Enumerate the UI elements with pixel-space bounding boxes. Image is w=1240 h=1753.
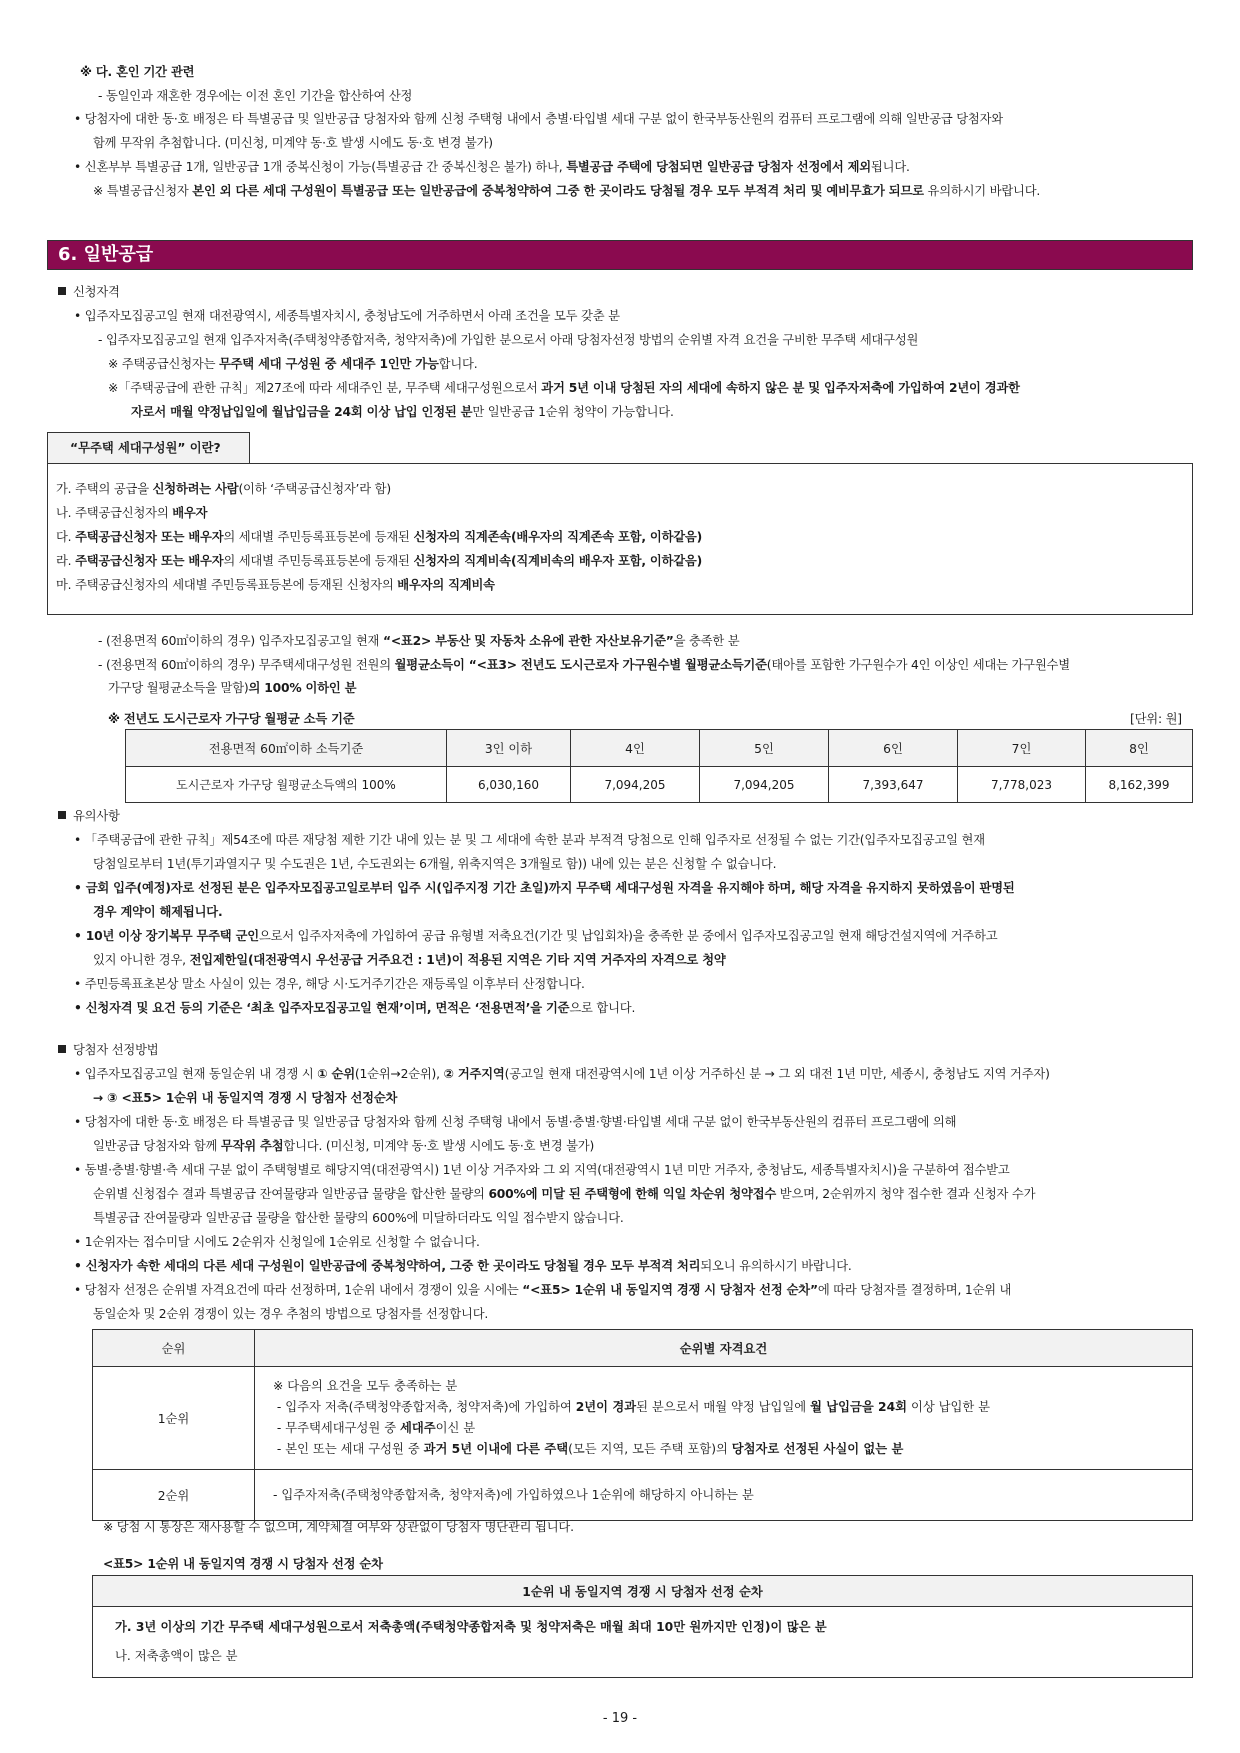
income-table: [125, 729, 1193, 803]
section-title: 6. 일반공급: [58, 244, 154, 265]
definition-item: 라. 주택공급신청자 또는 배우자의 세대별 주민등록표등본에 등재된 신청자의 직계비속(직계비속의 배우자 포함, 이하같음): [56, 554, 703, 568]
order-line: 가. 3년 이상의 기간 무주택 세대구성원으로서 저축총액(주택청약종합저축 및 청약저축은 매월 최대 10만 원까지만 인정)이 많은 분: [115, 1620, 827, 1634]
rank-line: - 본인 또는 세대 구성원 중 과거 5년 이내에 다른 주택(모든 지역, 모든 주택 포함)의 당첨자로 선정된 사실이 없는 분: [276, 1442, 904, 1456]
square-bullet-icon: [58, 811, 66, 819]
square-bullet-icon: [58, 1045, 66, 1053]
marriage-title: ※ 다. 혼인 기간 관련: [80, 65, 195, 79]
rank-line: - 입주자 저축(주택청약종합저축, 청약저축)에 가입하여 2년이 경과된 분으로서 매월 약정 납입일에 월 납입금을 24회 이상 납입한 분: [276, 1400, 991, 1414]
table-cell: 7,778,023: [958, 767, 1086, 803]
rank-table-header-row: [93, 1330, 1193, 1367]
table-cell: 7,393,647: [829, 767, 958, 803]
table-cell: 7,094,205: [700, 767, 829, 803]
table-cell: 8,162,399: [1086, 767, 1193, 803]
note-line: • 「주택공급에 관한 규칙」제54조에 따른 재당첨 제한 기간 내에 있는 분 및 그 세대에 속한 분과 부적격 당첨으로 인해 입주자로 선정될 수 없는 기간(입주자모집공고일 현재: [74, 833, 985, 847]
table-cell: 7,094,205: [571, 767, 700, 803]
qualification-line-2: - 입주자모집공고일 현재 입주자저축(주택청약종합저축, 청약저축)에 가입한 분으로서 아래 당첨자선정 방법의 순위별 자격 요건을 구비한 무주택 세대구성원: [98, 333, 919, 347]
lottery-line-2: 함께 무작위 추첨합니다. (미신청, 미계약 동·호 발생 시에도 동·호 변경 불가): [93, 136, 493, 150]
table-row: [93, 1607, 1193, 1678]
income-table-header: 7인: [958, 730, 1086, 767]
order-table-header-row: [93, 1576, 1193, 1607]
income-table-header: 6인: [829, 730, 958, 767]
note-line: • 10년 이상 장기복무 무주택 군인으로서 입주자저축에 가입하여 공급 유형별 저축요건(기간 및 납입회차)을 충족한 분 중에서 입주자모집공고일 현재 해당건설지역에 거주하고: [74, 929, 998, 943]
order-table: [92, 1575, 1193, 1678]
rank-label: 1순위: [93, 1367, 255, 1470]
income-table-unit: [단위: 원]: [1130, 712, 1182, 726]
duplicate-warning: ※ 특별공급신청자 본인 외 다른 세대 구성원이 특별공급 또는 일반공급에 중복청약하여 그중 한 곳이라도 당첨될 경우 모두 부적격 처리 및 예비무효가 되므로 유의하시기 바랍니다.: [93, 184, 1041, 198]
selection-line: • 입주자모집공고일 현재 동일순위 내 경쟁 시 ① 순위(1순위→2순위), ② 거주지역(공고일 현재 대전광역시에 1년 이상 거주하신 분 → 그 외 대전 1년 미만, 세종시, 충청남도 지역 거주자): [74, 1067, 1050, 1081]
note-line: • 금회 입주(예정)자로 선정된 분은 입주자모집공고일로부터 입주 시(입주지정 기간 초일)까지 무주택 세대구성원 자격을 유지해야 하며, 해당 자격을 유지하지 못하였음이 판명된: [74, 881, 1015, 895]
qualification-line-4: ※「주택공급에 관한 규칙」제27조에 따라 세대주인 분, 무주택 세대구성원으로서 과거 5년 이내 당첨된 자의 세대에 속하지 않은 분 및 입주자저축에 가입하여 2년이 경과한: [108, 381, 1020, 395]
order-table-body: [93, 1607, 1193, 1678]
income-table-header: 8인: [1086, 730, 1193, 767]
selection-line: 동일순차 및 2순위 경쟁이 있는 경우 추첨의 방법으로 당첨자를 선정합니다.: [93, 1307, 489, 1321]
newlywed-line: • 신혼부부 특별공급 1개, 일반공급 1개 중복신청이 가능(특별공급 간 중복신청은 불가) 하나, 특별공급 주택에 당첨되면 일반공급 당첨자 선정에서 제외됩니다.: [74, 160, 910, 174]
selection-line: • 1순위자는 접수미달 시에도 2순위자 신청일에 1순위로 신청할 수 없습니다.: [74, 1235, 480, 1249]
rank-footnote: ※ 당첨 시 통장은 재사용할 수 없으며, 계약체결 여부와 상관없이 당첨자 명단관리 됩니다.: [103, 1520, 574, 1534]
qualification-heading: 신청자격: [58, 283, 120, 301]
note-line: 있지 아니한 경우, 전입제한일(대전광역시 우선공급 거주요건 : 1년)이 적용된 지역은 기타 지역 거주자의 자격으로 청약: [93, 953, 726, 967]
note-line: 경우 계약이 해제됩니다.: [93, 905, 223, 919]
note-line: • 신청자격 및 요건 등의 기준은 ‘최초 입주자모집공고일 현재’이며, 면적은 ‘전용면적’을 기준으로 합니다.: [74, 1001, 636, 1015]
note-line: • 주민등록표초본상 말소 사실이 있는 경우, 해당 시·도거주기간은 재등록일 이후부터 산정합니다.: [74, 977, 585, 991]
income-table-header-row: [126, 730, 1193, 767]
selection-line: • 신청자가 속한 세대의 다른 세대 구성원이 일반공급에 중복청약하여, 그중 한 곳이라도 당첨될 경우 모두 부적격 처리되오니 유의하시기 바랍니다.: [74, 1259, 852, 1273]
qualification-line-5: 자로서 매월 약정납입일에 월납입금을 24회 이상 납입 인정된 분만 일반공급 1순위 청약이 가능합니다.: [131, 405, 674, 419]
lottery-line-1: • 당첨자에 대한 동·호 배정은 타 특별공급 및 일반공급 당첨자와 함께 신청 주택형 내에서 층별·타입별 세대 구분 없이 한국부동산원의 컴퓨터 프로그램에 의해 일반공급 당첨자와: [74, 112, 1003, 126]
definition-item: 나. 주택공급신청자의 배우자: [56, 506, 208, 520]
income-table-header: 5인: [700, 730, 829, 767]
selection-heading: 당첨자 선정방법: [58, 1041, 158, 1059]
order-table-caption: <표5> 1순위 내 동일지역 경쟁 시 당첨자 선정 순차: [103, 1557, 383, 1571]
marriage-line: - 동일인과 재혼한 경우에는 이전 혼인 기간을 합산하여 산정: [98, 89, 413, 103]
income-criteria-line-2: 가구당 월평균소득을 말함)의 100% 이하인 분: [108, 681, 357, 695]
table-row: [126, 767, 1193, 803]
selection-line: 특별공급 잔여물량과 일반공급 물량을 합산한 물량의 600%에 미달하더라도 익일 접수받지 않습니다.: [93, 1211, 624, 1225]
selection-line: 순위별 신청접수 결과 특별공급 잔여물량과 일반공급 물량을 합산한 물량의 600%에 미달 된 주택형에 한해 익일 차순위 청약접수 받으며, 2순위까지 청약 접수한 결과 신청자 수가: [93, 1187, 1036, 1201]
rank-line: - 입주자저축(주택청약종합저축, 청약저축)에 가입하였으나 1순위에 해당하지 아니하는 분: [273, 1487, 754, 1502]
asset-criteria-line: - (전용면적 60㎡이하의 경우) 입주자모집공고일 현재 “<표2> 부동산 및 자동차 소유에 관한 자산보유기준”을 충족한 분: [98, 634, 740, 648]
page-number: - 19 -: [602, 1711, 638, 1726]
rank-table-header: 순위: [93, 1330, 255, 1367]
definition-item: 마. 주택공급신청자의 세대별 주민등록표등본에 등재된 신청자의 배우자의 직계비속: [56, 578, 495, 592]
definition-box-title: “무주택 세대구성원” 이란?: [47, 432, 250, 464]
rank-requirements: [255, 1470, 1193, 1521]
selection-line: • 당첨자 선정은 순위별 자격요건에 따라 선정하며, 1순위 내에서 경쟁이 있을 시에는 “<표5> 1순위 내 동일지역 경쟁 시 당첨자 선정 순차”에 따라 당첨자를 결정하며, 1순위 내: [74, 1283, 1012, 1297]
rank-requirements-table: [92, 1329, 1193, 1521]
table-cell: 도시근로자 가구당 월평균소득액의 100%: [126, 767, 447, 803]
income-table-header: 4인: [571, 730, 700, 767]
qualification-line-3: ※ 주택공급신청자는 무주택 세대 구성원 중 세대주 1인만 가능합니다.: [108, 357, 478, 371]
table-row: [93, 1470, 1193, 1521]
rank-table-header: 순위별 자격요건: [255, 1330, 1193, 1367]
income-table-header: 전용면적 60㎡이하 소득기준: [126, 730, 447, 767]
selection-line: → ③ <표5> 1순위 내 동일지역 경쟁 시 당첨자 선정순차: [93, 1091, 398, 1105]
note-line: 당첨일로부터 1년(투기과열지구 및 수도권은 1년, 수도권외는 6개월, 위축지역은 3개월로 함)) 내에 있는 분은 신청할 수 없습니다.: [93, 857, 777, 871]
order-line: 나. 저축총액이 많은 분: [115, 1649, 238, 1663]
qualification-line-1: • 입주자모집공고일 현재 대전광역시, 세종특별자치시, 충청남도에 거주하면서 아래 조건을 모두 갖춘 분: [74, 309, 620, 323]
rank-label: 2순위: [93, 1470, 255, 1521]
definition-item: 가. 주택의 공급을 신청하려는 사람(이하 ‘주택공급신청자’라 함): [56, 482, 391, 496]
rank-requirements: [255, 1367, 1193, 1470]
rank-line: - 무주택세대구성원 중 세대주이신 분: [276, 1421, 476, 1435]
notes-heading: 유의사항: [58, 807, 120, 825]
table-cell: 6,030,160: [447, 767, 571, 803]
rank-line: ※ 다음의 요건을 모두 충족하는 분: [273, 1379, 458, 1393]
income-table-title: ※ 전년도 도시근로자 가구당 월평균 소득 기준: [108, 712, 355, 726]
square-bullet-icon: [58, 287, 66, 295]
income-criteria-line: - (전용면적 60㎡이하의 경우) 무주택세대구성원 전원의 월평균소득이 “<표3> 전년도 도시근로자 가구원수별 월평균소득기준(태아를 포함한 가구원수가 4인 이상인 세대는 가구원수별: [98, 658, 1070, 672]
selection-line: • 동별·층별·향별·측 세대 구분 없이 주택형별로 해당지역(대전광역시) 1년 이상 거주자와 그 외 지역(대전광역시 1년 미만 거주자, 충청남도, 세종특별자치시)을 구분하여 접수받고: [74, 1163, 1010, 1177]
selection-line: 일반공급 당첨자와 함께 무작위 추첨합니다. (미신청, 미계약 동·호 발생 시에도 동·호 변경 불가): [93, 1139, 595, 1153]
order-table-header: 1순위 내 동일지역 경쟁 시 당첨자 선정 순차: [93, 1576, 1193, 1607]
table-row: [93, 1367, 1193, 1470]
section-title-bar: [47, 240, 1193, 270]
definition-item: 다. 주택공급신청자 또는 배우자의 세대별 주민등록표등본에 등재된 신청자의 직계존속(배우자의 직계존속 포함, 이하같음): [56, 530, 703, 544]
selection-line: • 당첨자에 대한 동·호 배정은 타 특별공급 및 일반공급 당첨자와 함께 신청 주택형 내에서 동별·층별·향별·타입별 세대 구분 없이 한국부동산원의 컴퓨터 프로그램에 의해: [74, 1115, 957, 1129]
income-table-header: 3인 이하: [447, 730, 571, 767]
